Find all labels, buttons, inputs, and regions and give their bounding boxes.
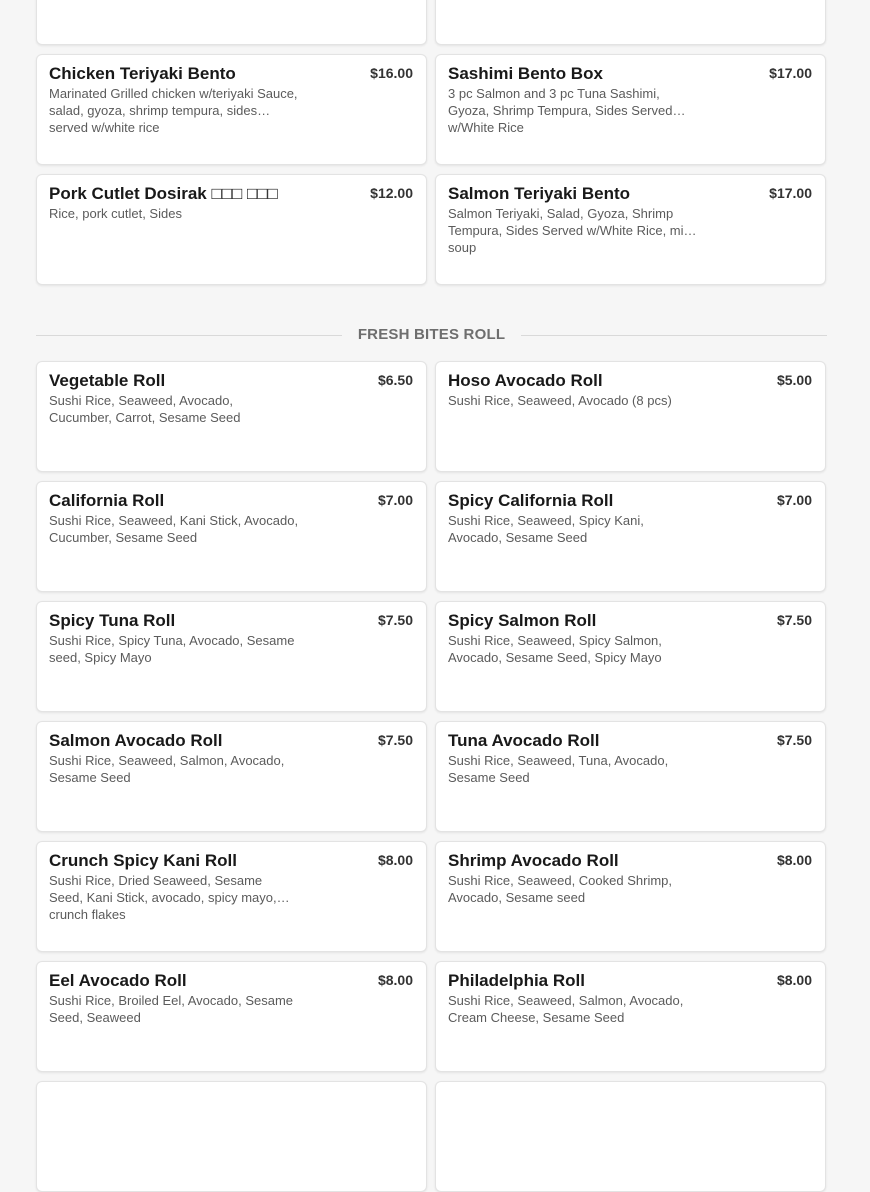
- menu-item-card[interactable]: [36, 601, 427, 712]
- item-description: Rice, pork cutlet, Sides: [49, 206, 182, 221]
- item-description: Sushi Rice, Dried Seaweed, Sesame Seed, Kani Stick, avocado, spicy mayo, crunch flakes: [49, 873, 277, 922]
- item-description: Sushi Rice, Seaweed, Kani Stick, Avocado, Cucumber, Sesame Seed: [49, 513, 299, 545]
- item-price: $7.50: [377, 732, 413, 748]
- menu-item-card[interactable]: [36, 54, 427, 165]
- item-name: California Roll: [49, 491, 165, 510]
- item-name: Philadelphia Roll: [448, 971, 585, 990]
- item-name: Spicy Salmon Roll: [448, 611, 597, 630]
- item-name: Salmon Avocado Roll: [49, 731, 223, 750]
- item-name: Crunch Spicy Kani Roll: [49, 851, 237, 870]
- item-price: $17.00: [769, 65, 812, 81]
- item-description: Sushi Rice, Seaweed, Cooked Shrimp, Avocado, Sesame seed: [448, 873, 673, 905]
- menu-item-card[interactable]: [36, 0, 427, 45]
- menu-item-card[interactable]: [435, 1081, 826, 1192]
- item-price: $16.00: [370, 65, 413, 81]
- menu-item-card[interactable]: [36, 174, 427, 285]
- item-name: Spicy California Roll: [448, 491, 614, 510]
- item-description: Sushi Rice, Broiled Eel, Avocado, Sesame Seed, Seaweed: [49, 993, 294, 1025]
- item-price: $8.00: [377, 972, 413, 988]
- menu-item-card[interactable]: [36, 481, 427, 592]
- menu-item-card[interactable]: [435, 601, 826, 712]
- menu-item-card[interactable]: [435, 721, 826, 832]
- menu-item-card[interactable]: [36, 1081, 427, 1192]
- item-name: Tuna Avocado Roll: [448, 731, 600, 750]
- item-price: $7.00: [776, 492, 812, 508]
- item-name: Vegetable Roll: [49, 371, 166, 390]
- menu-item-card[interactable]: [435, 54, 826, 165]
- divider-line: [521, 335, 827, 336]
- item-name: Eel Avocado Roll: [49, 971, 187, 990]
- item-name: Sashimi Bento Box: [448, 64, 603, 83]
- menu-item-card[interactable]: [435, 481, 826, 592]
- menu-item-card[interactable]: [36, 961, 427, 1072]
- menu-item-card[interactable]: [36, 841, 427, 952]
- item-price: $7.50: [776, 612, 812, 628]
- section-title: FRESH BITES ROLL: [357, 326, 506, 343]
- menu-item-card[interactable]: [36, 721, 427, 832]
- item-description: Salmon Teriyaki, Salad, Gyoza, Shrimp Tempura, Sides Served w/White Rice, miso soup: [448, 206, 698, 255]
- item-price: $7.50: [776, 732, 812, 748]
- menu-item-card[interactable]: [435, 841, 826, 952]
- item-description: Sushi Rice, Seaweed, Salmon, Avocado, Cream Cheese, Sesame Seed: [448, 993, 684, 1025]
- item-name: Chicken Teriyaki Bento: [49, 64, 236, 83]
- item-price: $7.00: [377, 492, 413, 508]
- item-description: Sushi Rice, Seaweed, Avocado (8 pcs): [448, 393, 672, 408]
- item-description: 3 pc Salmon and 3 pc Tuna Sashimi, Gyoza, Shrimp Tempura, Sides Served w/White Rice: [448, 86, 673, 135]
- menu-item-card[interactable]: [435, 961, 826, 1072]
- item-name: Shrimp Avocado Roll: [448, 851, 619, 870]
- item-price: $17.00: [769, 185, 812, 201]
- menu-item-card[interactable]: [435, 174, 826, 285]
- item-price: $7.50: [377, 612, 413, 628]
- item-price: $8.00: [377, 852, 413, 868]
- menu-item-card[interactable]: [435, 361, 826, 472]
- item-price: $12.00: [370, 185, 413, 201]
- menu-item-card[interactable]: [435, 0, 826, 45]
- item-price: $6.50: [377, 372, 413, 388]
- item-description: Sushi Rice, Seaweed, Spicy Kani, Avocado, Sesame Seed: [448, 513, 644, 545]
- item-description: Sushi Rice, Seaweed, Spicy Salmon, Avocado, Sesame Seed, Spicy Mayo: [448, 633, 662, 665]
- item-name: Spicy Tuna Roll: [49, 611, 176, 630]
- item-name: Salmon Teriyaki Bento: [448, 184, 631, 203]
- item-description: Sushi Rice, Spicy Tuna, Avocado, Sesame seed, Spicy Mayo: [49, 633, 295, 665]
- item-description: Marinated Grilled chicken w/teriyaki Sauce, salad, gyoza, shrimp tempura, sides served w/white rice: [49, 86, 298, 135]
- menu-item-card[interactable]: [36, 361, 427, 472]
- section-header: [36, 324, 827, 346]
- item-price: $5.00: [776, 372, 812, 388]
- item-description: Sushi Rice, Seaweed, Tuna, Avocado, Sesame Seed: [448, 753, 669, 785]
- item-price: $8.00: [776, 972, 812, 988]
- item-name: Pork Cutlet Dosirak □□□ □□□: [49, 184, 278, 203]
- item-price: $8.00: [776, 852, 812, 868]
- item-name: Hoso Avocado Roll: [448, 371, 603, 390]
- item-description: Sushi Rice, Seaweed, Avocado, Cucumber, Carrot, Sesame Seed: [49, 393, 241, 425]
- item-description: Sushi Rice, Seaweed, Salmon, Avocado, Sesame Seed: [49, 753, 285, 785]
